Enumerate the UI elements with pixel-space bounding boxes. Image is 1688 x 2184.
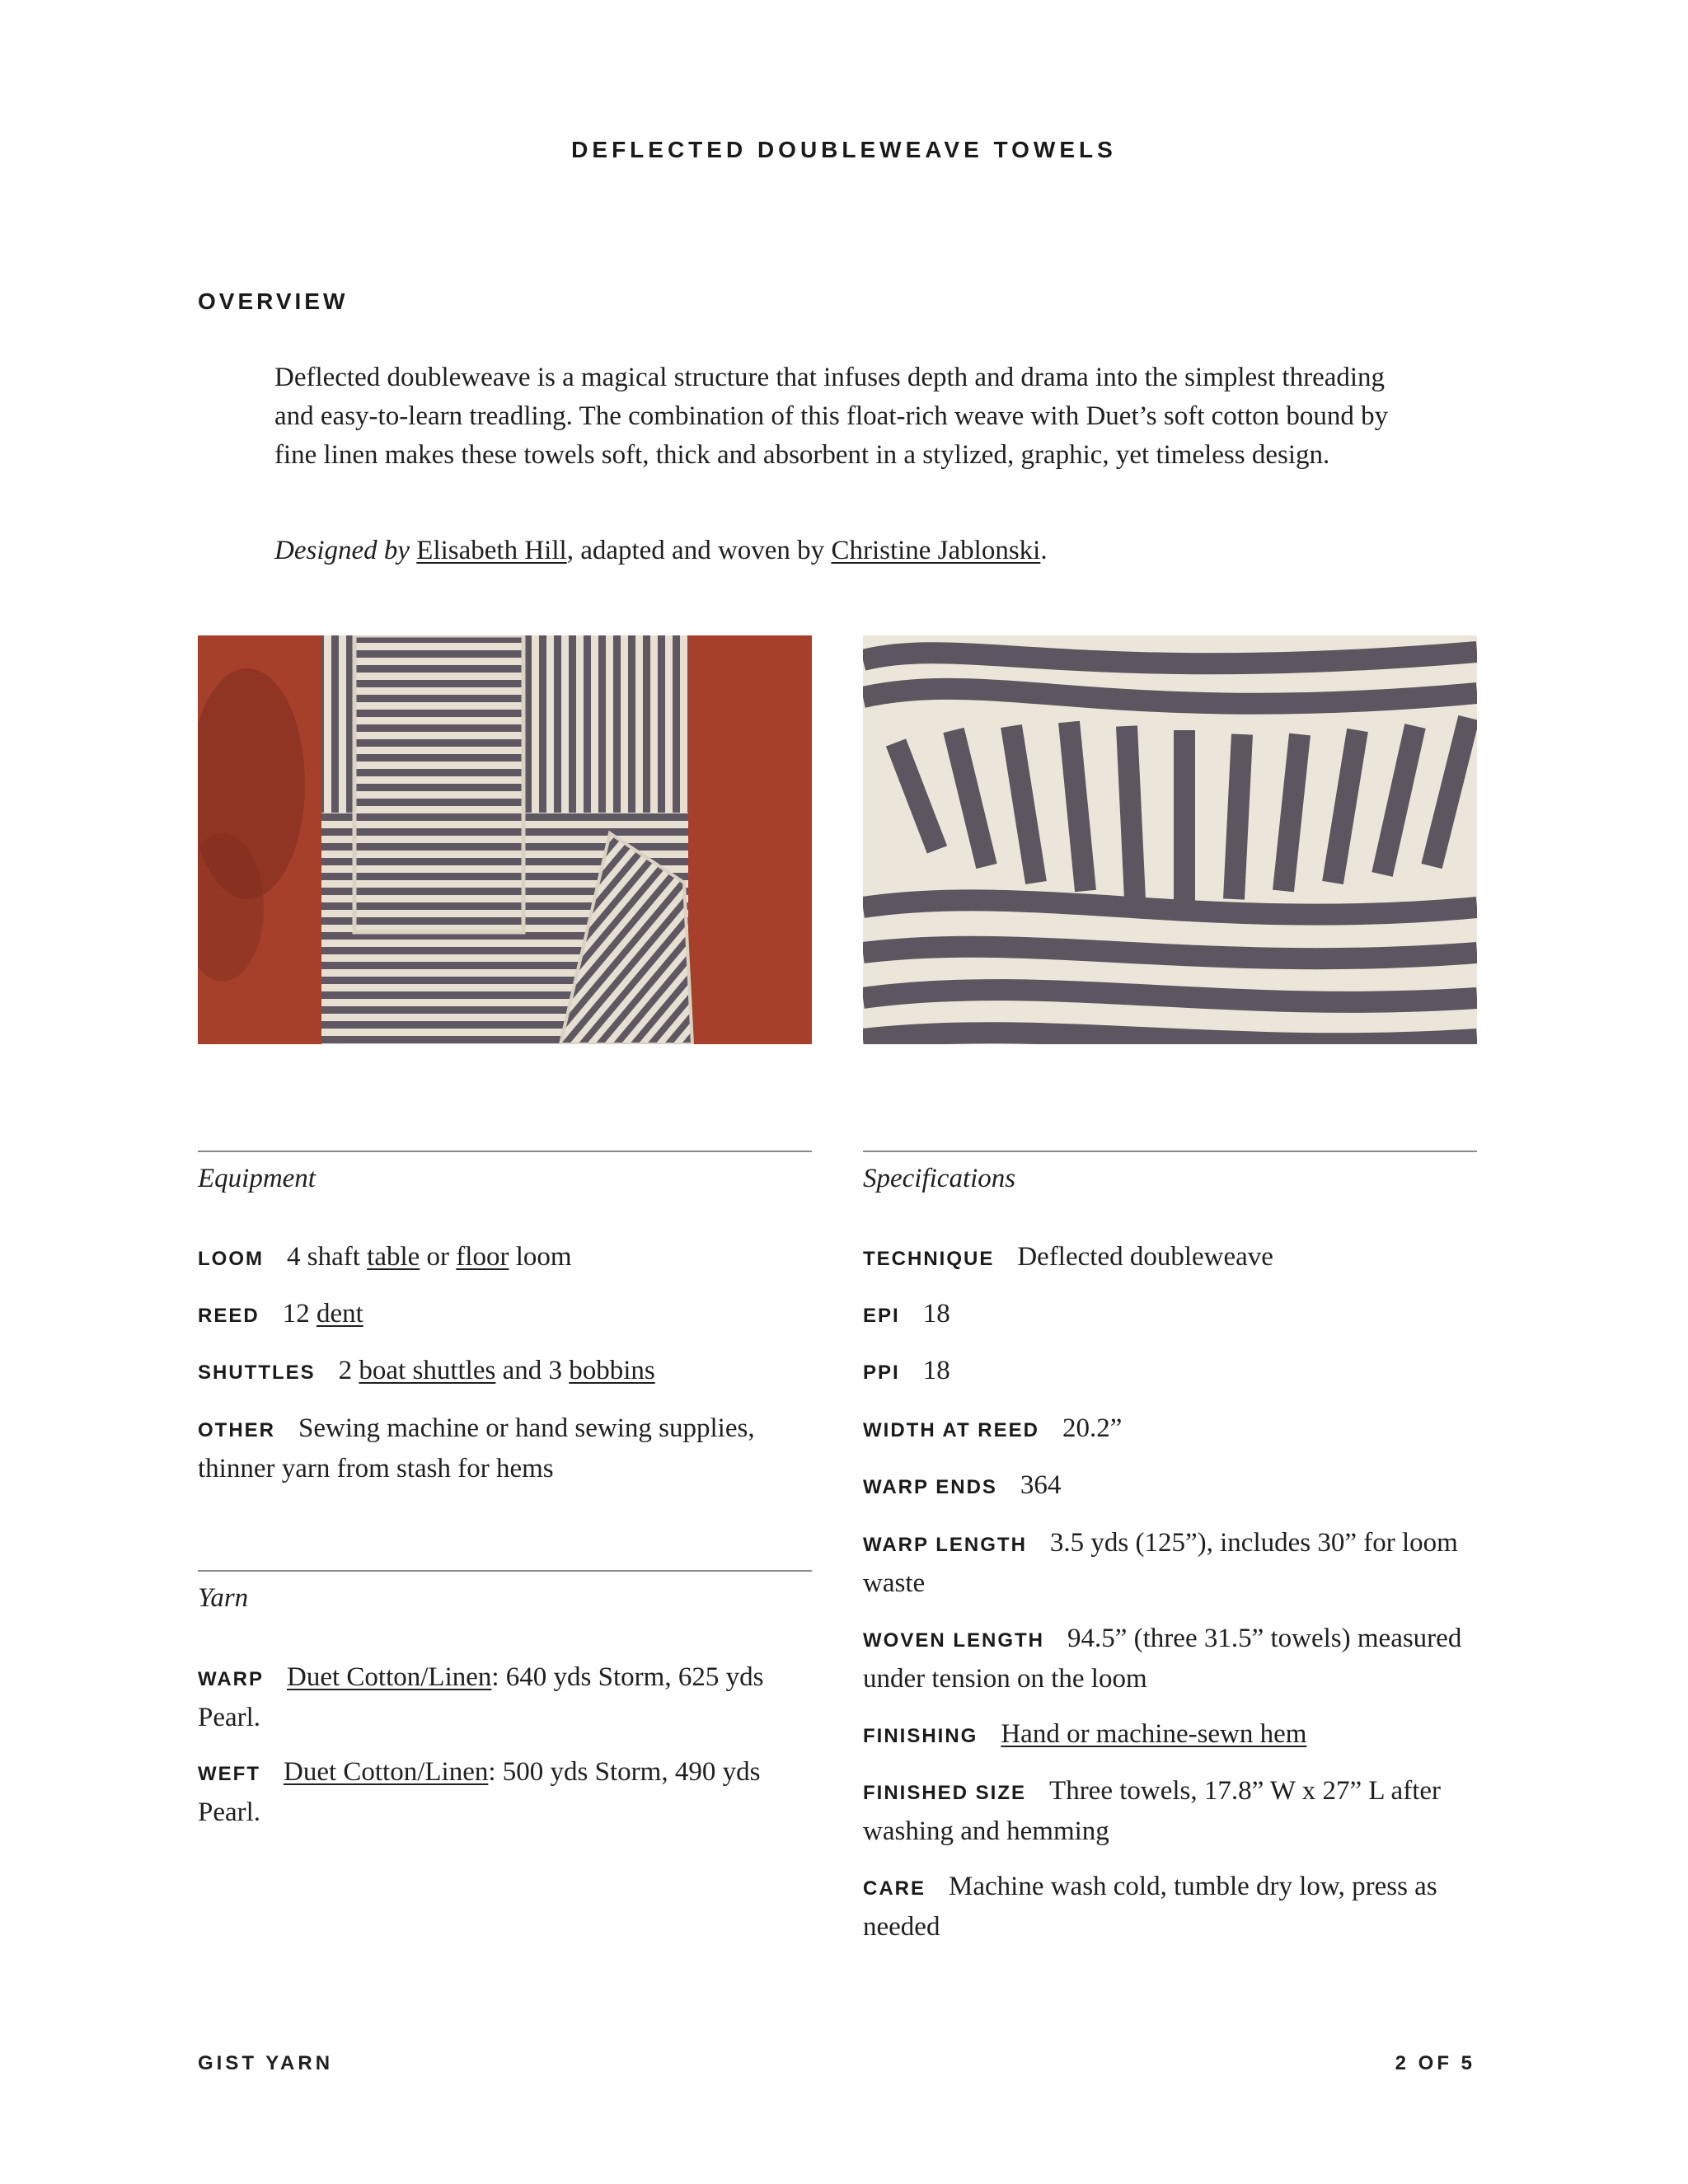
dent-link[interactable]: dent [316, 1299, 363, 1329]
loom-pre: 4 shaft [287, 1242, 368, 1272]
weaver-link[interactable]: Christine Jablonski [831, 536, 1041, 565]
width-at-reed-value: 20.2” [1062, 1413, 1123, 1443]
equipment-shuttles [198, 1352, 812, 1392]
warp-label: WARP [198, 1668, 264, 1690]
credit-prefix: Designed by [274, 536, 410, 565]
shuttles-pre: 2 [338, 1356, 359, 1385]
spec-warp-ends [863, 1466, 1477, 1507]
designer-link[interactable]: Elisabeth Hill [416, 536, 567, 565]
other-label: OTHER [198, 1419, 275, 1441]
yarn-warp [198, 1658, 812, 1737]
loom-label: LOOM [198, 1248, 264, 1270]
care-label: CARE [863, 1877, 926, 1900]
woven-length-label: WOVEN LENGTH [863, 1629, 1044, 1652]
warp-ends-value: 364 [1020, 1470, 1062, 1500]
shuttles-mid: and 3 [495, 1356, 570, 1385]
ppi-value: 18 [922, 1356, 950, 1385]
spec-care [863, 1868, 1477, 1947]
overview-heading: OVERVIEW [198, 288, 349, 314]
finished-size-value: Three towels, 17.8” W x 27” L after washing and hemming [863, 1776, 1442, 1846]
weft-yarn-value: : 500 yds Storm, 490 yds Pearl. [198, 1757, 761, 1827]
specifications-title: Specifications [863, 1164, 1016, 1193]
spec-finished-size [863, 1772, 1477, 1851]
document-title: DEFLECTED DOUBLEWEAVE TOWELS [571, 137, 1117, 162]
spec-woven-length [863, 1619, 1477, 1699]
finished-size-label: FINISHED SIZE [863, 1782, 1027, 1804]
yarn-divider [198, 1570, 812, 1572]
shuttles-label: SHUTTLES [198, 1361, 316, 1384]
footer-brand: GIST YARN [198, 2052, 334, 2074]
warp-yarn-value: : 640 yds Storm, 625 yds Pearl. [198, 1662, 764, 1732]
spec-epi [863, 1295, 1477, 1335]
weft-yarn-link[interactable]: Duet Cotton/Linen [283, 1757, 489, 1787]
warp-yarn-link[interactable]: Duet Cotton/Linen [287, 1662, 492, 1692]
equipment-divider [198, 1151, 812, 1152]
technique-value: Deflected doubleweave [1017, 1242, 1273, 1272]
loom-mid: or [420, 1242, 457, 1272]
weft-label: WEFT [198, 1763, 260, 1785]
yarn-title: Yarn [198, 1583, 249, 1613]
other-value: Sewing machine or hand sewing supplies, thinner yarn from stash for hems [198, 1413, 755, 1483]
spec-warp-length [863, 1524, 1477, 1603]
warp-length-value: 3.5 yds (125”), includes 30” for loom waste [863, 1528, 1458, 1598]
weave-closeup-photo [863, 635, 1477, 1044]
credit-suffix: . [1040, 536, 1048, 565]
warp-ends-label: WARP ENDS [863, 1476, 997, 1498]
epi-label: EPI [863, 1305, 900, 1327]
credit-middle: , adapted and woven by [566, 536, 832, 565]
specifications-divider [863, 1151, 1477, 1152]
footer-page-number: 2 OF 5 [1395, 2052, 1475, 2074]
overview-paragraph: Deflected doubleweave is a magical structure that infuses depth and drama into the simplest threading and easy-to-learn treadling. The combination of this float-rich weave with Duet’s soft cotton bound by fine linen makes these towels soft, thick and absorbent in a stylized, graphic, yet timeless design. [274, 363, 1389, 470]
bobbins-link[interactable]: bobbins [569, 1356, 655, 1385]
spec-technique [863, 1238, 1477, 1278]
reed-pre: 12 [282, 1299, 316, 1329]
spec-finishing [863, 1715, 1477, 1755]
equipment-reed [198, 1295, 812, 1335]
credit-line [274, 532, 1428, 570]
finishing-label: FINISHING [863, 1725, 978, 1747]
finishing-hem-link[interactable]: Hand or machine-sewn hem [1001, 1719, 1307, 1749]
spec-ppi [863, 1352, 1477, 1392]
equipment-other [198, 1409, 812, 1488]
epi-value: 18 [922, 1299, 950, 1329]
width-at-reed-label: WIDTH AT REED [863, 1419, 1039, 1441]
equipment-title: Equipment [198, 1164, 316, 1193]
technique-label: TECHNIQUE [863, 1248, 995, 1270]
floor-loom-link[interactable]: floor [456, 1242, 509, 1272]
warp-length-label: WARP LENGTH [863, 1534, 1027, 1556]
reed-label: REED [198, 1305, 260, 1327]
woven-length-value: 94.5” (three 31.5” towels) measured under tension on the loom [863, 1624, 1462, 1694]
towels-flatlay-photo [198, 635, 812, 1044]
boat-shuttles-link[interactable]: boat shuttles [359, 1356, 496, 1385]
table-loom-link[interactable]: table [367, 1242, 420, 1272]
yarn-weft [198, 1753, 812, 1832]
care-value: Machine wash cold, tumble dry low, press as needed [863, 1872, 1437, 1942]
spec-width-at-reed [863, 1409, 1477, 1450]
loom-post: loom [509, 1242, 572, 1272]
equipment-loom [198, 1238, 812, 1278]
ppi-label: PPI [863, 1361, 900, 1384]
